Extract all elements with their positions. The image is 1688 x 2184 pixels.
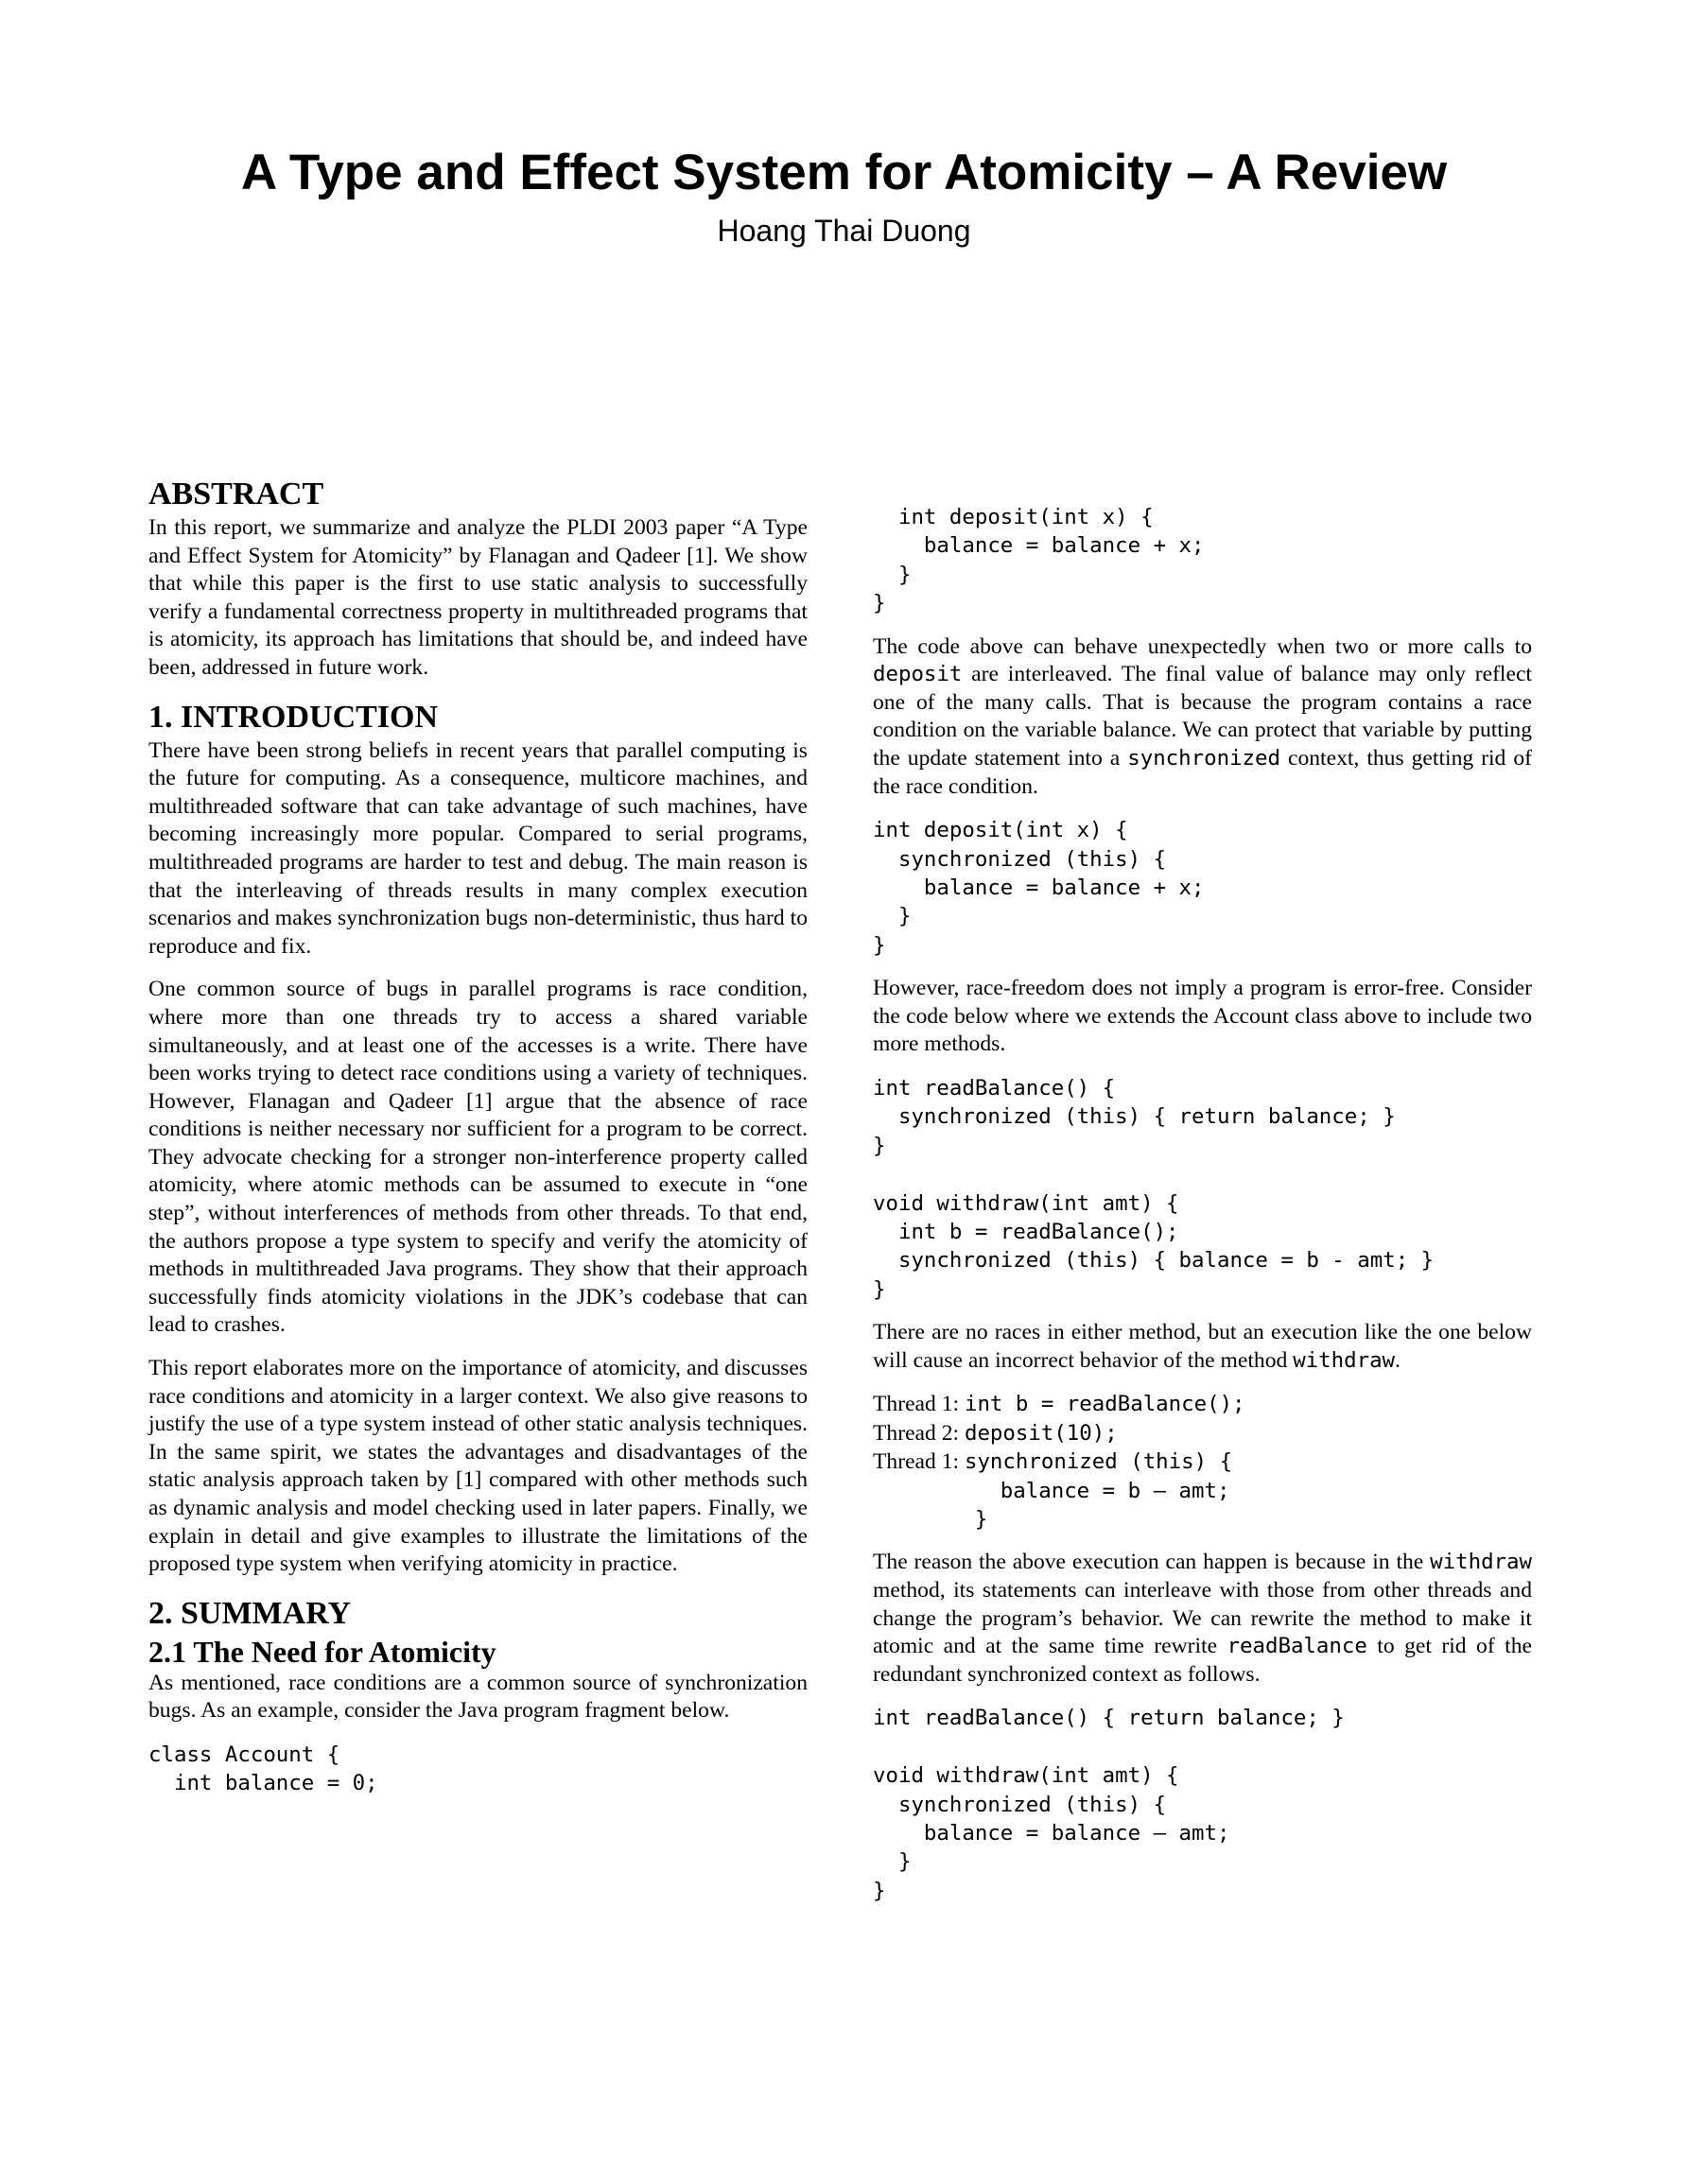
left-column <box>148 475 808 1813</box>
text-run: The code above can behave unexpectedly when two or more calls to <box>873 633 1532 659</box>
text-run: method, its statements can interleave with those from other threads and change the program’s behavior. We can rewrite the method to make it atomic and at the same time rewrite <box>873 1578 1532 1659</box>
trace-code: balance = b – amt; <box>873 1478 1230 1503</box>
text-run: are interleaved. The final value of balance may only reflect one of the many calls. That is because the program contains a race condition on the variable balance. We can protect that variable by putting the update statement into a <box>873 662 1532 771</box>
code-atomic-withdraw: int readBalance() { return balance; } void withdraw(int amt) { synchronized (this) { balance = balance – amt; } } <box>873 1706 1345 1903</box>
inline-code-deposit: deposit <box>873 662 963 687</box>
right-column <box>873 503 1532 1920</box>
trace-line <box>873 1477 1532 1505</box>
subsection-heading: 2.1 The Need for Atomicity <box>148 1634 496 1669</box>
inline-code-readbalance: readBalance <box>1227 1634 1367 1659</box>
trace-line <box>873 1447 1532 1476</box>
trace-code: deposit(10); <box>964 1420 1118 1446</box>
inline-code-withdraw: withdraw <box>1293 1347 1396 1373</box>
code-deposit: int deposit(int x) { balance = balance + x; } } <box>873 505 1205 616</box>
trace-line <box>873 1419 1532 1447</box>
code-account-class: class Account { int balance = 0; <box>148 1742 378 1796</box>
text-run: There are no races in either method, but an execution like the one below will cause an incorrect behavior of the method <box>873 1320 1532 1373</box>
intro-paragraph-3: This report elaborates more on the importance of atomicity, and discusses race conditions and atomicity in a larger context. We also give reasons to justify the use of a type system instead of other static analysis techniques. In the same spirit, we states the advantages and disadvantages of the static analysis approach taken by [1] compared with other methods such as dynamic analysis and model checking used in later papers. Finally, we explain in detail and give examples to illustrate the limitations of the proposed type system when verifying atomicity in practice. <box>148 1356 808 1577</box>
summary-heading: 2. SUMMARY <box>148 1595 352 1631</box>
trace-line <box>873 1390 1532 1418</box>
text-run: . <box>1395 1347 1401 1373</box>
race-freedom-paragraph: However, race-freedom does not imply a program is error-free. Consider the code below where we extends the Account class above to include two more methods. <box>873 976 1532 1057</box>
code-withdraw: int readBalance() { synchronized (this) { return balance; } } void withdraw(int amt) { int b = readBalance(); synchronized (this) { balance = b - amt; } } <box>873 1076 1435 1302</box>
text-run: to get rid of the redundant synchronized context as follows. <box>873 1634 1532 1687</box>
code-synchronized-deposit: int deposit(int x) { synchronized (this) { balance = balance + x; } } <box>873 818 1205 958</box>
thread-label: Thread 2: <box>873 1420 965 1446</box>
race-paragraph <box>873 633 1532 802</box>
no-races-paragraph <box>873 1319 1532 1375</box>
text-run: The reason the above execution can happen is because in the <box>873 1550 1431 1575</box>
trace-line <box>873 1505 1532 1534</box>
introduction-heading: 1. INTRODUCTION <box>148 699 439 735</box>
trace-code: int b = readBalance(); <box>964 1392 1245 1417</box>
trace-code: synchronized (this) { <box>964 1449 1233 1475</box>
intro-paragraph-2: One common source of bugs in parallel programs is race condition, where more than one threads try to access a shared variable simultaneously, and at least one of the accesses is a write. There have been works trying to detect race conditions using a variety of techniques. However, Flanagan and Qadeer [1] argue that the absence of race conditions is neither necessary nor sufficient for a program to be correct. They advocate checking for a stronger non-interference property called atomicity, where atomic methods can be assumed to execute in “one step”, without interferences of methods from other threads. To that end, the authors propose a type system to specify and verify the atomicity of methods in multithreaded Java programs. They show that their approach successfully finds atomicity violations in the JDK’s codebase that can lead to crashes. <box>148 977 808 1338</box>
inline-code-synchronized: synchronized <box>1127 746 1280 771</box>
thread-label: Thread 1: <box>873 1449 965 1475</box>
author-name: Hoang Thai Duong <box>717 214 971 248</box>
paper-title: A Type and Effect System for Atomicity – A Review <box>240 145 1448 200</box>
abstract-heading: ABSTRACT <box>148 477 324 511</box>
abstract-text: In this report, we summarize and analyze the PLDI 2003 paper “A Type and Effect System for Atomicity” by Flanagan and Qadeer [1]. We show that while this paper is the first to use static analysis to successfully verify a fundamental correctness property in multithreaded programs that is atomicity, its approach has limitations that should be, and indeed have been, addressed in future work. <box>148 515 808 680</box>
need-paragraph: As mentioned, race conditions are a common source of synchronization bugs. As an example, consider the Java program fragment below. <box>148 1670 808 1724</box>
text-run: context, thus getting rid of the race condition. <box>873 746 1532 799</box>
reason-paragraph <box>873 1549 1532 1689</box>
execution-trace <box>873 1390 1532 1534</box>
intro-paragraph-1: There have been strong beliefs in recent years that parallel computing is the future for computing. As a consequence, multicore machines, and multithreaded software that can take advantage of such machines, have becoming increasingly more popular. Compared to serial programs, multithreaded programs are harder to test and debug. The main reason is that the interleaving of threads results in many complex execution scenarios and makes synchronization bugs non-deterministic, thus hard to reproduce and fix. <box>148 737 808 959</box>
trace-code: } <box>873 1507 988 1533</box>
thread-label: Thread 1: <box>873 1392 965 1417</box>
inline-code-withdraw: withdraw <box>1430 1550 1532 1575</box>
